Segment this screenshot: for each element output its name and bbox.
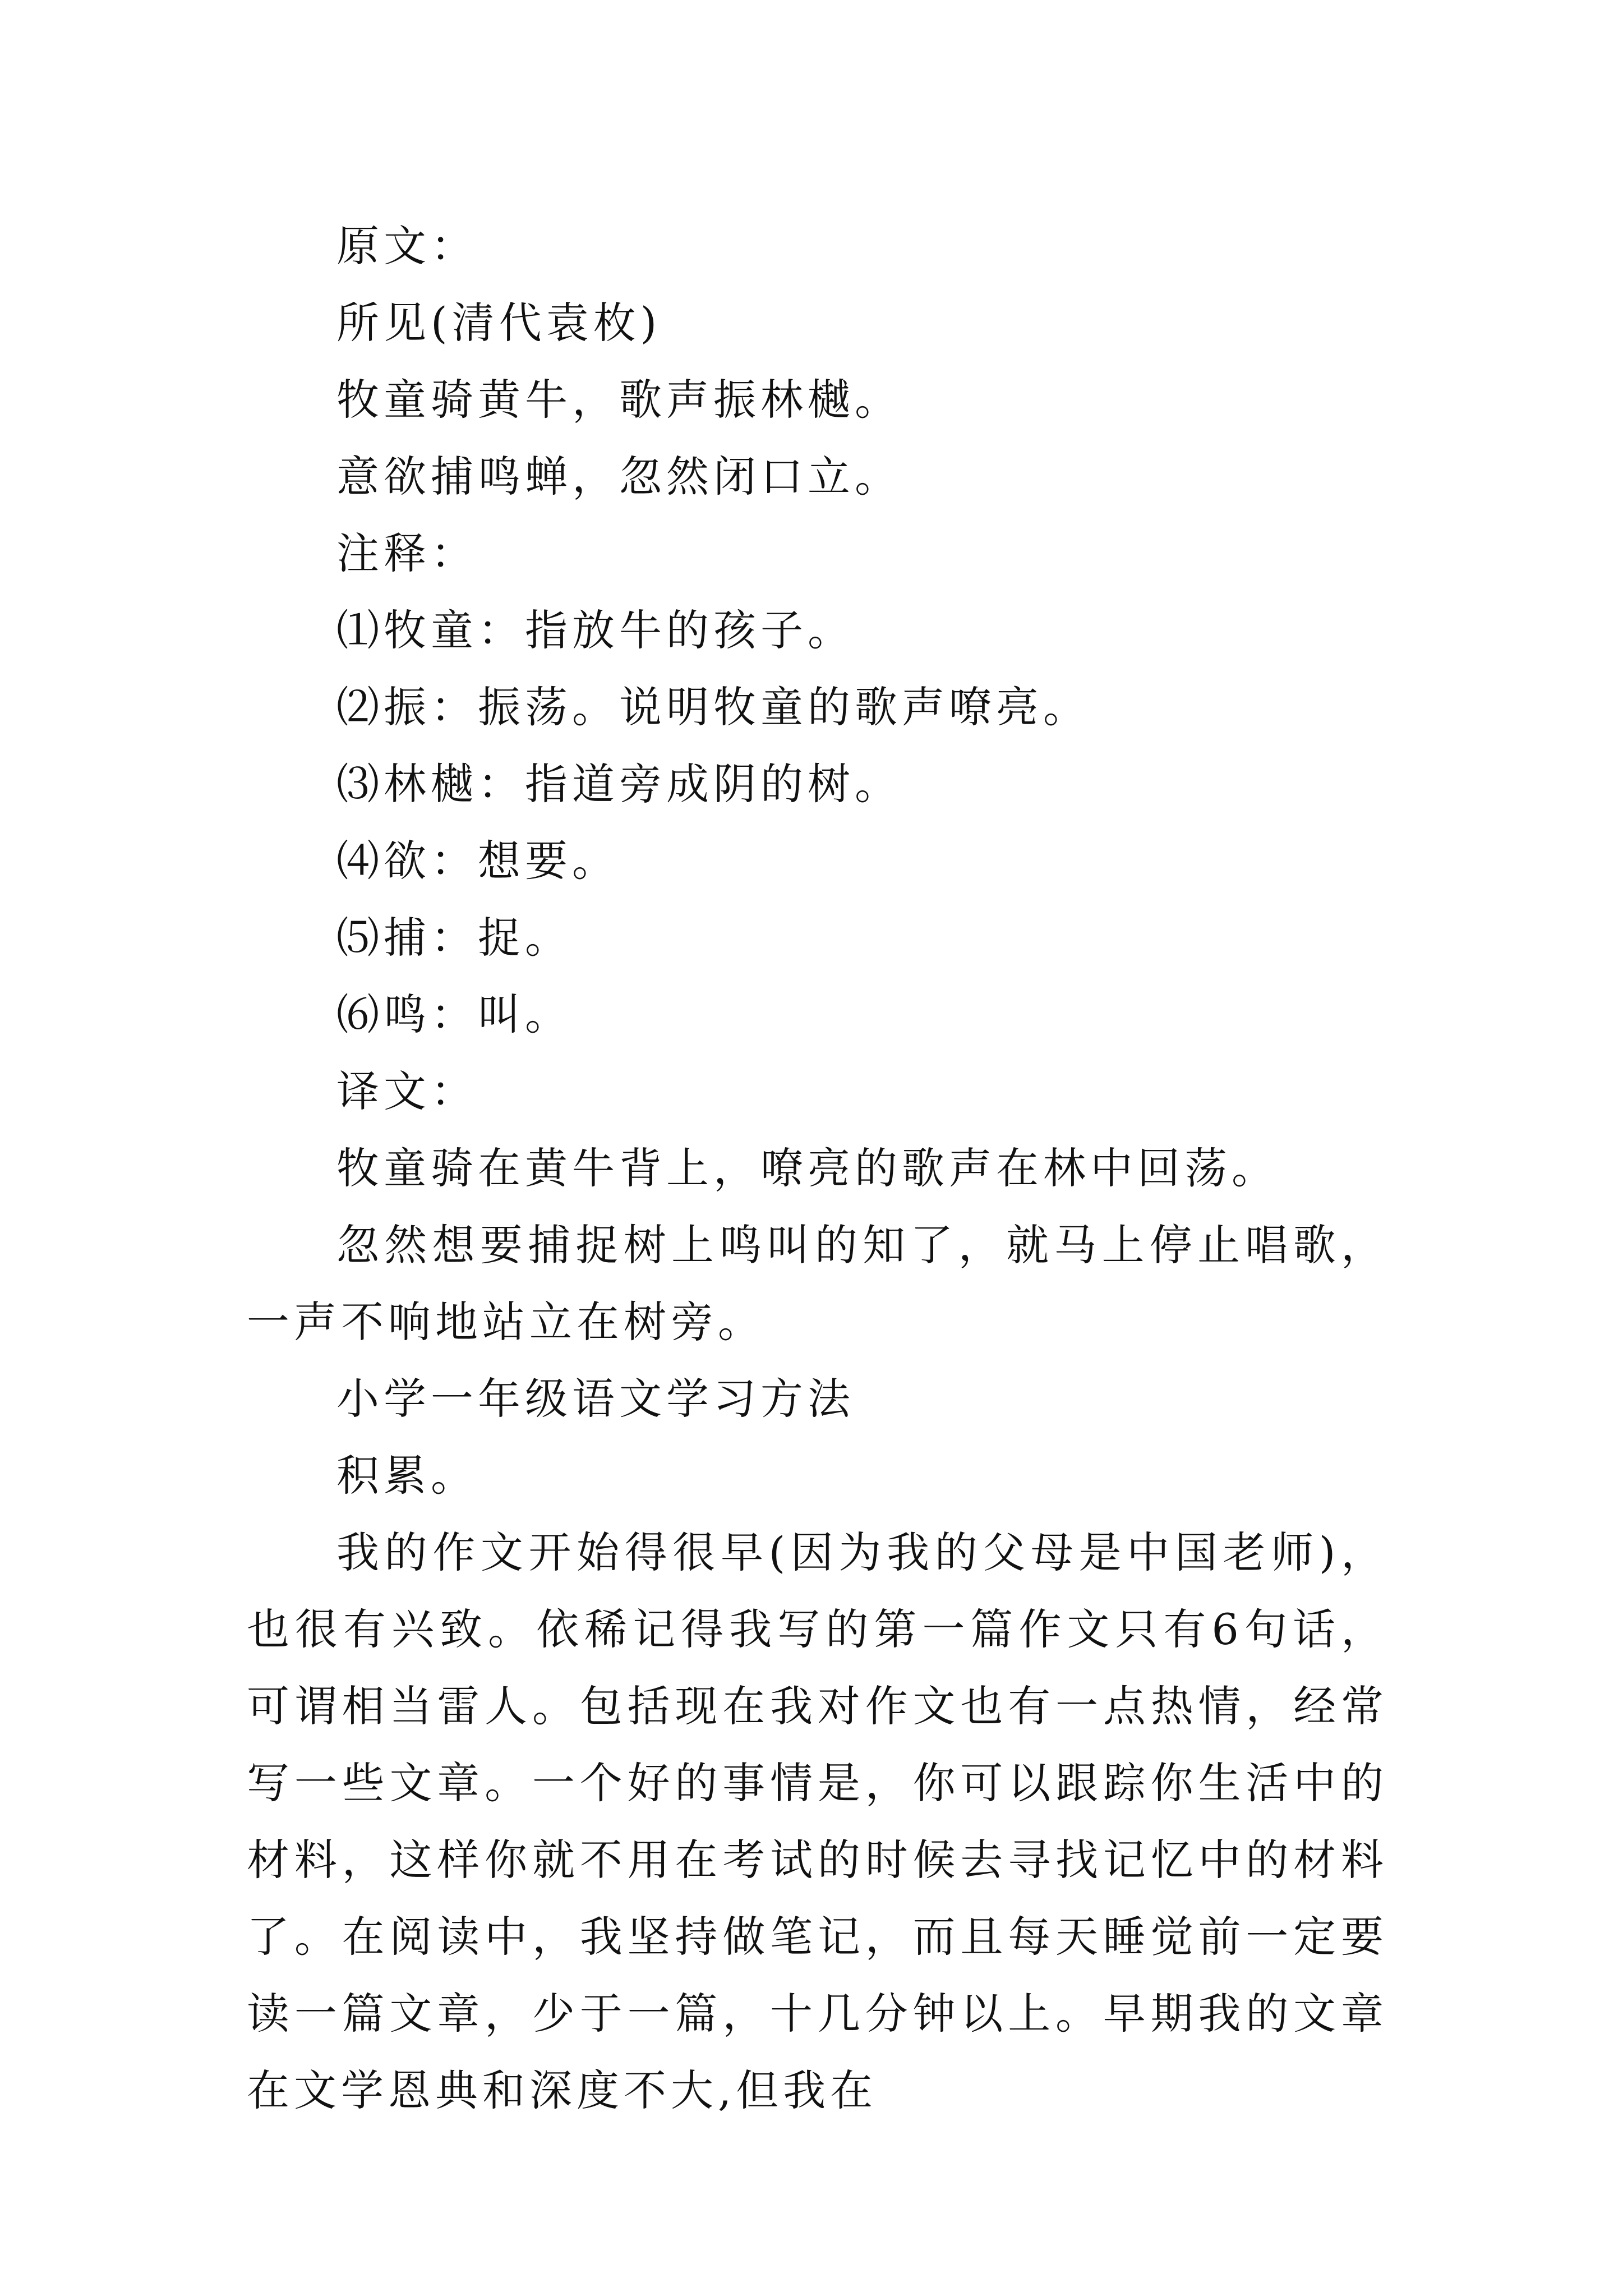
poem-line-1: 牧童骑黄牛，歌声振林樾。 [336, 375, 902, 425]
document-body [247, 208, 1388, 2129]
section-subheading-accumulate: 积累。 [336, 1451, 478, 1501]
translation-paragraph: 忽然想要捕捉树上鸣叫的知了，就马上停止唱歌，一声不响地站立在树旁。 [247, 1220, 1388, 1347]
section-heading-study-method: 小学一年级语文学习方法 [336, 1374, 855, 1424]
translation-heading: 译文： [336, 1066, 478, 1116]
notes-heading: 注释： [336, 528, 478, 578]
note-5: ⑸捕：捉。 [336, 913, 572, 963]
poem-line-2: 意欲捕鸣蝉，忽然闭口立。 [336, 452, 902, 501]
note-6: ⑹鸣：叫。 [336, 990, 572, 1039]
note-2: ⑵振：振荡。说明牧童的歌声嘹亮。 [336, 682, 1090, 732]
poem-title: 所见(清代袁枚) [336, 298, 662, 348]
note-3: ⑶林樾：指道旁成阴的树。 [336, 759, 902, 809]
original-text-heading: 原文： [336, 221, 478, 271]
translation-line-1: 牧童骑在黄牛背上，嘹亮的歌声在林中回荡。 [336, 1143, 1279, 1193]
main-paragraph: 我的作文开始得很早(因为我的父母是中国老师)，也很有兴致。依稀记得我写的第一篇作文只有6句话，可谓相当雷人。包括现在我对作文也有一点热情，经常写一些文章。一个好的事情是，你可以跟踪你生活中的材料，这样你就不用在考试的时候去寻找记忆中的材料了。在阅读中，我坚持做笔记，而且每天睡觉前一定要读一篇文章，少于一篇，十几分钟以上。早期我的文章在文学恩典和深度不大,但我在 [247, 1527, 1388, 2115]
note-1: ⑴牧童：指放牛的孩子。 [336, 605, 855, 655]
note-4: ⑷欲：想要。 [336, 836, 619, 886]
